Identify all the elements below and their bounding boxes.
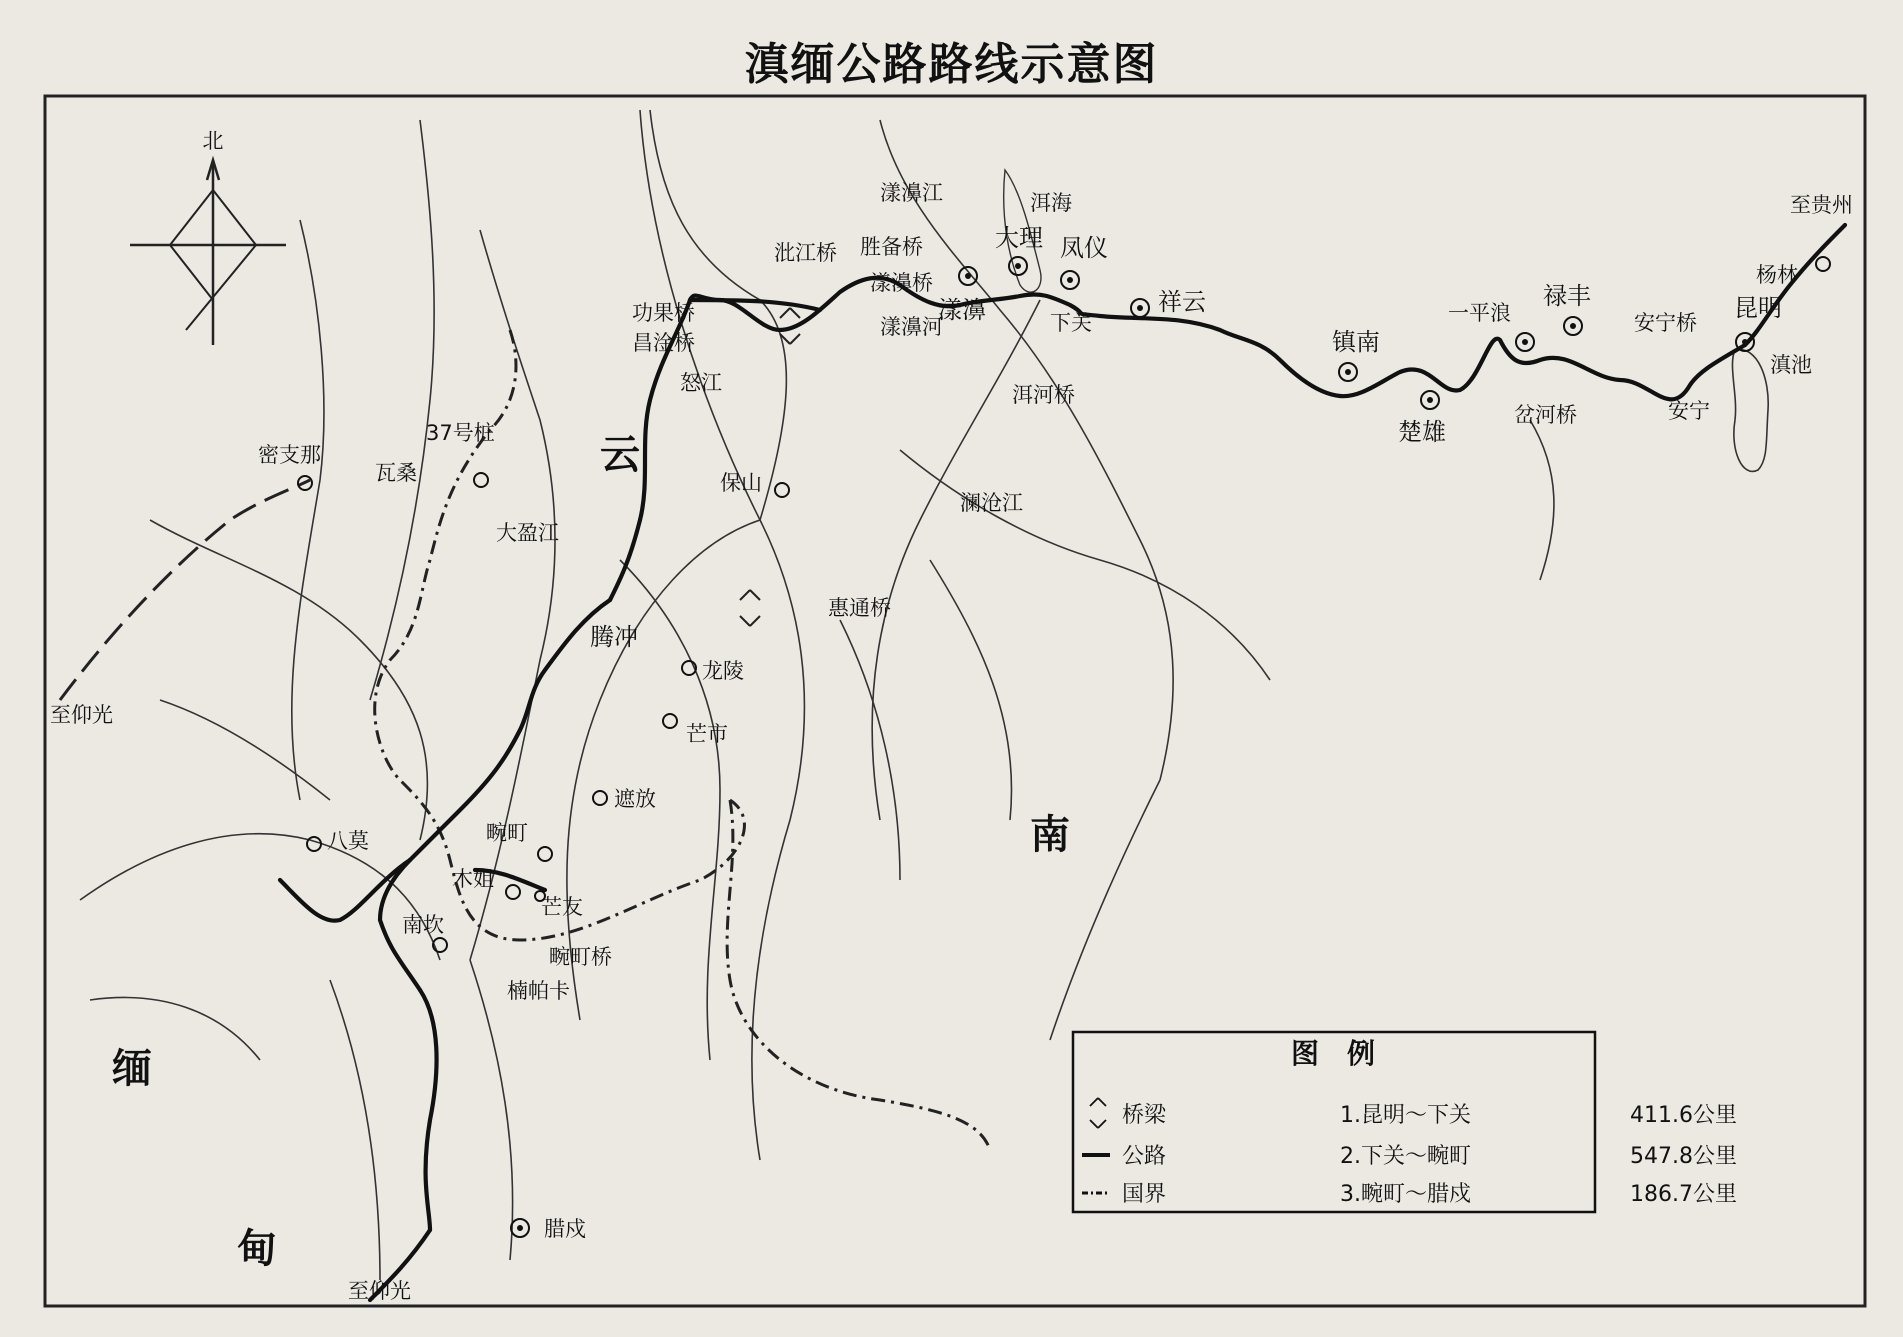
label-yangbi: 漾濞 [938, 296, 986, 324]
label-yangbi-he: 漾濞河 [880, 315, 943, 339]
map-title: 滇缅公路路线示意图 [744, 39, 1159, 90]
label-lufeng: 禄丰 [1543, 282, 1591, 310]
mangshi-marker [663, 714, 677, 728]
region-mian: 缅 [112, 1046, 152, 1092]
label-erhai: 洱海 [1030, 191, 1072, 215]
wasang-marker [474, 473, 488, 487]
label-zhennan: 镇南 [1332, 328, 1380, 356]
dianchi-lake [1732, 350, 1768, 472]
label-mujie: 木姐 [452, 867, 494, 891]
xiangyun-marker [1131, 299, 1149, 317]
label-changgan-bridge: 昌淦桥 [632, 331, 695, 355]
label-nujiang: 怒江 [680, 371, 722, 395]
legend-border-label: 国界 [1122, 1182, 1167, 1207]
chuxiong-marker [1421, 391, 1439, 409]
map-legend [1073, 1032, 1737, 1212]
label-nanpaka: 楠帕卡 [507, 979, 570, 1003]
label-dali: 大理 [995, 224, 1043, 252]
label-dianchi: 滇池 [1770, 353, 1812, 377]
label-erhe-bridge: 洱河桥 [1012, 383, 1075, 407]
yanglin-marker [1816, 257, 1830, 271]
legend-segment-2-distance: 547.8公里 [1630, 1144, 1737, 1169]
label-yangbi-river: 漾濞江 [880, 181, 943, 205]
border-to-yangon-left [60, 480, 310, 700]
label-mark-37: 37号桩 [426, 421, 495, 445]
baoshan-marker [775, 483, 789, 497]
legend-segment-1-label: 1.昆明～下关 [1340, 1103, 1471, 1128]
label-wanding-bridge: 畹町桥 [549, 945, 612, 969]
fengyi-marker [1061, 271, 1079, 289]
label-to-yangon-bottom: 至仰光 [348, 1279, 411, 1303]
yangbi-marker [959, 267, 977, 285]
region-nan: 南 [1030, 812, 1070, 858]
international-border [375, 330, 990, 1150]
lashio-marker [511, 1219, 529, 1237]
label-anning: 安宁 [1668, 399, 1710, 423]
bridge-markers [740, 308, 800, 626]
bamo-marker [307, 837, 321, 851]
legend-segment-2-label: 2.下关～畹町 [1340, 1144, 1471, 1169]
label-chuxiong: 楚雄 [1398, 418, 1446, 446]
legend-title: 图 例 [1290, 1037, 1376, 1070]
region-dian: 甸 [237, 1226, 277, 1272]
dali-marker [1009, 257, 1027, 275]
label-mangyou: 芒友 [541, 895, 583, 919]
label-daying: 大盈江 [496, 521, 559, 545]
yipinglang-marker [1516, 333, 1534, 351]
region-yun: 云 [600, 432, 640, 478]
label-to-guizhou: 至贵州 [1790, 193, 1853, 217]
label-baoshan: 保山 [720, 471, 762, 495]
legend-segment-3-distance: 186.7公里 [1630, 1182, 1737, 1207]
label-mangshi: 芒市 [686, 722, 728, 746]
label-kunming: 昆明 [1734, 294, 1782, 322]
label-shengbei-bridge: 胜备桥 [860, 235, 923, 259]
label-bijiang-bridge: 沘江桥 [774, 241, 837, 265]
label-xiangyun: 祥云 [1158, 288, 1206, 316]
north-compass-icon [130, 129, 286, 345]
label-yipinglang: 一平浪 [1448, 301, 1511, 325]
label-zhefang: 遮放 [614, 787, 656, 811]
label-huitong-bridge: 惠通桥 [828, 596, 891, 620]
compass-north-label: 北 [202, 129, 224, 153]
label-wasang: 瓦桑 [375, 461, 417, 485]
label-wanding: 畹町 [486, 821, 528, 845]
zhefang-marker [593, 791, 607, 805]
legend-road-label: 公路 [1122, 1144, 1167, 1169]
label-tengchong: 腾冲 [590, 623, 638, 651]
legend-bridge-label: 桥梁 [1122, 1103, 1167, 1128]
zhennan-marker [1339, 363, 1357, 381]
mangyou-marker [506, 885, 520, 899]
label-fengyi: 凤仪 [1060, 234, 1108, 262]
label-bamo: 八莫 [327, 829, 369, 853]
label-mizhina: 密支那 [258, 443, 321, 467]
kunming-marker [1736, 333, 1754, 351]
label-to-yangon-left: 至仰光 [50, 703, 113, 727]
wanding-marker [538, 847, 552, 861]
label-nankan: 南坎 [402, 913, 444, 937]
label-yangbi-bridge: 漾濞桥 [870, 271, 933, 295]
label-anning-bridge: 安宁桥 [1634, 311, 1697, 335]
legend-segment-3-label: 3.畹町～腊戍 [1340, 1182, 1471, 1207]
label-longling: 龙陵 [702, 659, 744, 683]
label-gongguo-bridge: 功果桥 [632, 301, 695, 325]
label-xiaguan: 下关 [1050, 311, 1092, 335]
label-lashio: 腊戍 [544, 1217, 586, 1241]
lufeng-marker [1564, 317, 1582, 335]
label-yanglin: 杨林 [1756, 263, 1798, 287]
label-chahe-bridge: 岔河桥 [1514, 403, 1577, 427]
label-lancang: 澜沧江 [960, 491, 1023, 515]
legend-segment-1-distance: 411.6公里 [1630, 1103, 1737, 1128]
